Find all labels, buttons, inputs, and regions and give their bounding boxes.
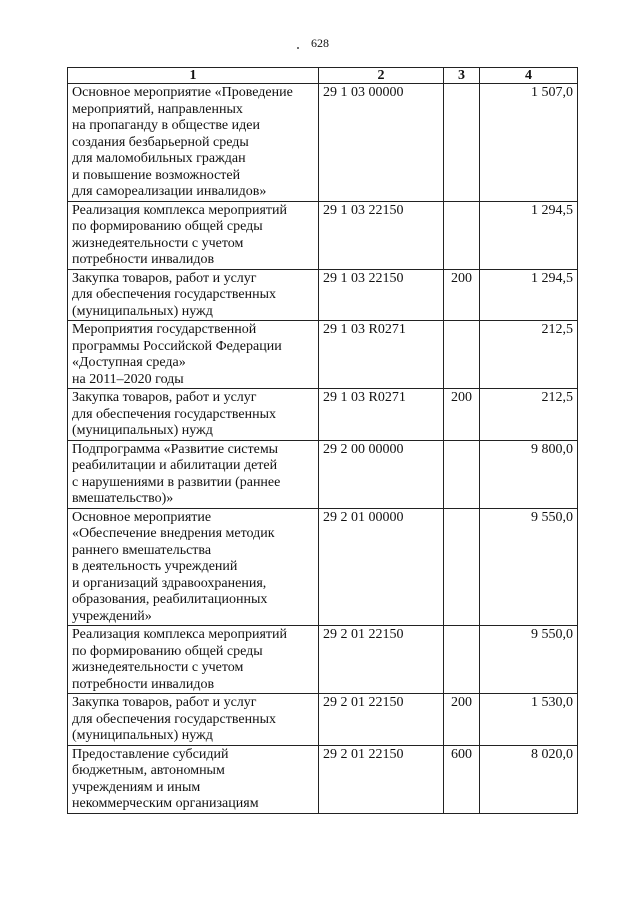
row-code: 29 2 01 22150 (319, 694, 444, 746)
row-name: Мероприятия государственной программы Российской Федерации «Доступная среда» на 2011–2020 годы (68, 321, 319, 389)
row-name: Закупка товаров, работ и услуг для обеспечения государственных (муниципальных) нужд (68, 694, 319, 746)
column-header-name: 1 (68, 68, 319, 84)
row-type (444, 440, 480, 508)
row-type: 600 (444, 745, 480, 813)
table-row (68, 440, 578, 508)
row-name: Реализация комплекса мероприятий по формированию общей среды жизнедеятельности с учетом потребности инвалидов (68, 201, 319, 269)
row-amount: 1 507,0 (480, 84, 578, 202)
row-type (444, 321, 480, 389)
row-amount: 9 800,0 (480, 440, 578, 508)
row-amount: 1 294,5 (480, 269, 578, 321)
table-row (68, 389, 578, 441)
row-amount: 9 550,0 (480, 508, 578, 626)
table-header-row (68, 68, 578, 84)
row-code: 29 1 03 R0271 (319, 321, 444, 389)
row-name: Реализация комплекса мероприятий по формированию общей среды жизнедеятельности с учетом потребности инвалидов (68, 626, 319, 694)
row-amount: 1 530,0 (480, 694, 578, 746)
row-name: Закупка товаров, работ и услуг для обеспечения государственных (муниципальных) нужд (68, 269, 319, 321)
row-name: Предоставление субсидий бюджетным, автономным учреждениям и иным некоммерческим организациям (68, 745, 319, 813)
row-code: 29 2 01 00000 (319, 508, 444, 626)
row-name: Основное мероприятие «Обеспечение внедрения методик раннего вмешательства в деятельность учреждений и организаций здравоохранения, образования, реабилитационных учреждений» (68, 508, 319, 626)
table-row (68, 626, 578, 694)
row-amount: 8 020,0 (480, 745, 578, 813)
row-amount: 1 294,5 (480, 201, 578, 269)
table-row (68, 84, 578, 202)
row-code: 29 1 03 R0271 (319, 389, 444, 441)
table-row (68, 201, 578, 269)
row-type: 200 (444, 389, 480, 441)
row-type (444, 508, 480, 626)
scan-dot-mark (297, 47, 299, 49)
table-row (68, 269, 578, 321)
row-code: 29 1 03 22150 (319, 201, 444, 269)
row-amount: 212,5 (480, 389, 578, 441)
table-row (68, 745, 578, 813)
page-number: 628 (311, 36, 329, 50)
row-name: Основное мероприятие «Проведение мероприятий, направленных на пропаганду в обществе идеи создания безбарьерной среды для маломобильных граждан и повышение возможностей для самореализации инвалидов» (68, 84, 319, 202)
table-row (68, 508, 578, 626)
row-type: 200 (444, 269, 480, 321)
row-type (444, 626, 480, 694)
row-amount: 9 550,0 (480, 626, 578, 694)
table-row (68, 321, 578, 389)
budget-table (67, 67, 578, 814)
column-header-amount: 4 (480, 68, 578, 84)
row-code: 29 2 01 22150 (319, 626, 444, 694)
row-name: Закупка товаров, работ и услуг для обеспечения государственных (муниципальных) нужд (68, 389, 319, 441)
row-amount: 212,5 (480, 321, 578, 389)
row-code: 29 2 00 00000 (319, 440, 444, 508)
row-code: 29 2 01 22150 (319, 745, 444, 813)
column-header-type: 3 (444, 68, 480, 84)
table-row (68, 694, 578, 746)
row-code: 29 1 03 00000 (319, 84, 444, 202)
row-type: 200 (444, 694, 480, 746)
row-type (444, 84, 480, 202)
row-name: Подпрограмма «Развитие системы реабилитации и абилитации детей с нарушениями в развитии (раннее вмешательство)» (68, 440, 319, 508)
row-type (444, 201, 480, 269)
column-header-code: 2 (319, 68, 444, 84)
row-code: 29 1 03 22150 (319, 269, 444, 321)
